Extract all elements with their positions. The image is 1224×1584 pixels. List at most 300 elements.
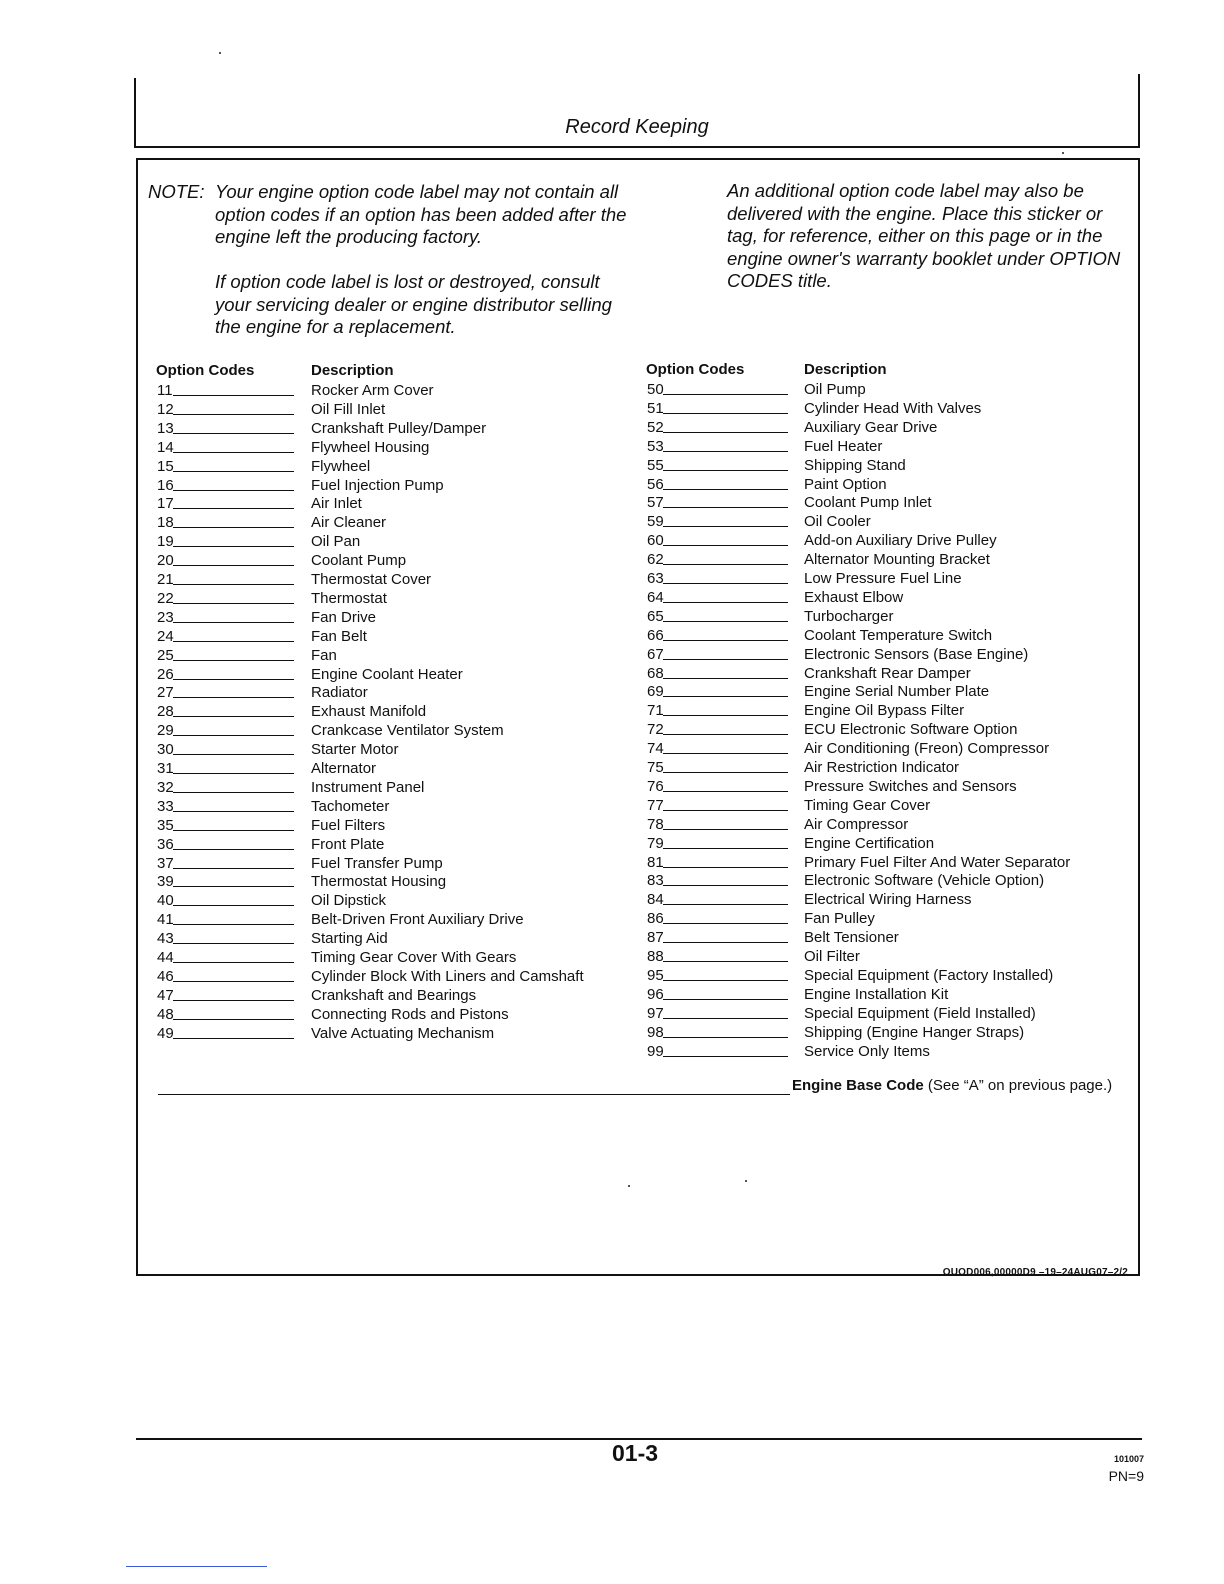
option-description: Fuel Transfer Pump xyxy=(311,854,443,872)
option-row xyxy=(157,759,627,778)
option-description: Special Equipment (Field Installed) xyxy=(804,1004,1036,1022)
option-description: Crankshaft Pulley/Damper xyxy=(311,419,487,437)
option-description: Coolant Pump Inlet xyxy=(804,494,932,512)
option-description: Coolant Temperature Switch xyxy=(804,626,993,644)
option-code: 30 xyxy=(157,741,174,759)
option-blank-line xyxy=(173,565,294,566)
option-code: 71 xyxy=(647,702,664,720)
option-blank-line xyxy=(173,735,294,736)
option-blank-line xyxy=(173,508,294,509)
option-blank-line xyxy=(663,640,788,641)
option-description: Paint Option xyxy=(804,475,887,493)
option-row xyxy=(157,683,627,702)
option-row xyxy=(647,739,1127,758)
option-code: 24 xyxy=(157,627,174,645)
option-row xyxy=(647,701,1127,720)
option-blank-line xyxy=(663,432,788,433)
option-code: 31 xyxy=(157,760,174,777)
header-rule xyxy=(134,146,1140,148)
option-description: Engine Serial Number Plate xyxy=(804,683,990,701)
option-description: Fan Drive xyxy=(311,608,377,626)
option-row xyxy=(157,608,627,627)
option-code: 83 xyxy=(647,872,664,890)
base-code-note: (See “A” on previous page.) xyxy=(927,1077,1113,1094)
option-row xyxy=(157,910,627,929)
option-blank-line xyxy=(663,545,788,546)
option-code: 13 xyxy=(157,419,174,437)
scan-speck xyxy=(745,1180,747,1182)
option-blank-line xyxy=(663,696,788,697)
option-code: 20 xyxy=(157,552,174,570)
option-row xyxy=(647,985,1127,1004)
left-option-list xyxy=(157,381,627,1061)
option-blank-line xyxy=(173,584,294,585)
option-blank-line xyxy=(173,527,294,528)
option-row xyxy=(157,419,627,438)
option-blank-line xyxy=(663,772,788,773)
right-description-header: Description xyxy=(804,361,887,378)
option-code: 78 xyxy=(647,815,664,833)
option-code: 95 xyxy=(647,966,664,984)
option-code: 21 xyxy=(157,571,174,588)
option-description: Fuel Filters xyxy=(311,816,386,834)
option-code: 15 xyxy=(157,457,174,475)
option-row xyxy=(647,418,1127,437)
option-code: 79 xyxy=(647,834,664,852)
option-description: Shipping (Engine Hanger Straps) xyxy=(804,1023,1025,1041)
option-blank-line xyxy=(173,1019,294,1020)
option-blank-line xyxy=(663,678,788,679)
option-blank-line xyxy=(663,942,788,943)
option-row xyxy=(647,475,1127,494)
option-description: Belt-Driven Front Auxiliary Drive xyxy=(311,911,524,929)
option-row xyxy=(647,966,1127,985)
option-code: 29 xyxy=(157,722,174,740)
option-blank-line xyxy=(173,546,294,547)
option-blank-line xyxy=(173,886,294,887)
option-row xyxy=(157,438,627,457)
option-blank-line xyxy=(663,602,788,603)
option-code: 18 xyxy=(157,514,174,532)
option-blank-line xyxy=(663,715,788,716)
option-blank-line xyxy=(663,621,788,622)
option-code: 25 xyxy=(157,646,174,664)
option-code: 63 xyxy=(647,570,664,587)
option-code: 41 xyxy=(157,911,174,929)
option-row xyxy=(157,967,627,986)
option-row xyxy=(647,796,1127,815)
option-code: 62 xyxy=(647,551,664,569)
option-description: Electronic Sensors (Base Engine) xyxy=(804,645,1029,663)
note-paragraph-3: An additional option code label may also be delivered with the engine. Place this sticker or tag, for reference, either on this page or in the engine owner's warranty booklet under OPTION CODES title. xyxy=(727,180,1121,291)
option-blank-line xyxy=(663,1018,788,1019)
option-row xyxy=(157,816,627,835)
option-description: Exhaust Manifold xyxy=(311,703,427,721)
option-code: 14 xyxy=(157,438,174,456)
option-blank-line xyxy=(173,641,294,642)
option-code: 43 xyxy=(157,930,174,948)
note-paragraph-2: If option code label is lost or destroyed, consult your servicing dealer or engine distributor selling the engine for a replacement. xyxy=(215,271,612,337)
scan-speck xyxy=(1062,152,1064,154)
left-codes-header: Option Codes xyxy=(156,362,255,379)
option-row xyxy=(647,834,1127,853)
option-row xyxy=(647,682,1127,701)
option-description: ECU Electronic Software Option xyxy=(804,721,1018,739)
option-code: 64 xyxy=(647,588,664,606)
option-blank-line xyxy=(173,830,294,831)
option-description: Oil Pump xyxy=(804,381,866,398)
option-description: Starting Aid xyxy=(311,930,388,948)
page-title: Record Keeping xyxy=(565,116,709,138)
option-blank-line xyxy=(173,679,294,680)
option-blank-line xyxy=(663,999,788,1000)
option-row xyxy=(647,588,1127,607)
option-blank-line xyxy=(173,905,294,906)
option-code: 52 xyxy=(647,418,664,436)
option-code: 23 xyxy=(157,608,174,626)
option-description: Engine Coolant Heater xyxy=(311,665,463,683)
option-description: Engine Oil Bypass Filter xyxy=(804,702,965,720)
option-blank-line xyxy=(663,489,788,490)
link-underline xyxy=(126,1566,267,1567)
option-row xyxy=(647,815,1127,834)
option-code: 84 xyxy=(647,891,664,909)
option-row xyxy=(647,380,1127,399)
option-blank-line xyxy=(173,773,294,774)
option-row xyxy=(157,665,627,684)
option-code: 35 xyxy=(157,816,174,834)
option-description: Cylinder Block With Liners and Camshaft xyxy=(311,967,584,985)
option-description: Electrical Wiring Harness xyxy=(804,891,972,909)
option-row xyxy=(157,1005,627,1024)
option-code: 26 xyxy=(157,665,174,683)
option-code: 81 xyxy=(647,853,664,871)
option-blank-line xyxy=(173,622,294,623)
option-description: Engine Installation Kit xyxy=(804,985,949,1003)
option-blank-line xyxy=(173,754,294,755)
option-row xyxy=(157,872,627,891)
option-row xyxy=(157,400,627,419)
option-blank-line xyxy=(173,811,294,812)
option-code: 33 xyxy=(157,797,174,815)
option-blank-line xyxy=(663,470,788,471)
option-blank-line xyxy=(663,885,788,886)
option-code: 96 xyxy=(647,985,664,1003)
option-row xyxy=(647,607,1127,626)
option-row xyxy=(157,646,627,665)
option-row xyxy=(647,493,1127,512)
option-row xyxy=(157,986,627,1005)
option-description: Flywheel xyxy=(311,457,371,475)
option-description: Instrument Panel xyxy=(311,778,425,796)
option-description: Service Only Items xyxy=(804,1042,930,1060)
option-code: 67 xyxy=(647,645,664,663)
option-blank-line xyxy=(173,716,294,717)
option-row xyxy=(157,627,627,646)
option-blank-line xyxy=(663,829,788,830)
option-row xyxy=(157,551,627,570)
option-blank-line xyxy=(663,904,788,905)
option-blank-line xyxy=(173,452,294,453)
option-row xyxy=(157,854,627,873)
option-code: 65 xyxy=(647,607,664,625)
option-blank-line xyxy=(173,792,294,793)
option-code: 76 xyxy=(647,777,664,795)
option-blank-line xyxy=(663,394,788,395)
option-blank-line xyxy=(663,848,788,849)
option-row xyxy=(157,740,627,759)
option-row xyxy=(647,664,1127,683)
option-description: Air Restriction Indicator xyxy=(804,759,960,776)
base-code-title: Engine Base Code xyxy=(792,1077,924,1094)
option-code: 17 xyxy=(157,495,174,513)
option-code: 46 xyxy=(157,967,174,985)
option-description: Front Plate xyxy=(311,835,385,853)
option-blank-line xyxy=(173,943,294,944)
option-description: Crankshaft Rear Damper xyxy=(804,664,971,682)
option-code: 40 xyxy=(157,892,174,910)
option-row xyxy=(647,512,1127,531)
option-code: 55 xyxy=(647,456,664,474)
option-description: Rocker Arm Cover xyxy=(311,382,434,399)
option-code: 47 xyxy=(157,986,174,1004)
option-description: Air Cleaner xyxy=(311,514,387,532)
option-blank-line xyxy=(663,923,788,924)
option-row xyxy=(157,721,627,740)
right-option-list xyxy=(647,380,1127,1080)
option-code: 53 xyxy=(647,437,664,455)
option-row xyxy=(647,758,1127,777)
option-code: 16 xyxy=(157,476,174,494)
option-blank-line xyxy=(173,1000,294,1001)
option-row xyxy=(157,797,627,816)
option-code: 12 xyxy=(157,400,174,418)
option-row xyxy=(157,948,627,967)
option-blank-line xyxy=(173,849,294,850)
option-blank-line xyxy=(173,868,294,869)
option-code: 32 xyxy=(157,778,174,796)
option-row xyxy=(647,890,1127,909)
option-code: 49 xyxy=(157,1024,174,1042)
option-description: Cylinder Head With Valves xyxy=(804,399,982,417)
option-blank-line xyxy=(663,961,788,962)
option-row xyxy=(157,891,627,910)
option-blank-line xyxy=(663,413,788,414)
option-description: Radiator xyxy=(311,684,368,702)
option-description: Fuel Injection Pump xyxy=(311,476,444,494)
option-row xyxy=(157,702,627,721)
option-row xyxy=(647,437,1127,456)
option-code: 22 xyxy=(157,589,174,607)
option-row xyxy=(647,456,1127,475)
option-row xyxy=(157,929,627,948)
option-row xyxy=(647,720,1127,739)
option-blank-line xyxy=(173,981,294,982)
option-code: 72 xyxy=(647,721,664,739)
note-label: NOTE: xyxy=(148,181,205,202)
option-blank-line xyxy=(663,1056,788,1057)
pn-label: PN=9 xyxy=(1108,1468,1144,1484)
option-blank-line xyxy=(663,1037,788,1038)
option-code: 36 xyxy=(157,835,174,853)
page-number: 01-3 xyxy=(612,1440,659,1466)
option-description: Fuel Heater xyxy=(804,437,883,455)
option-description: Oil Dipstick xyxy=(311,892,387,910)
option-row xyxy=(157,532,627,551)
document-reference: OUOD006,00000D9 –19–24AUG07–2/2 xyxy=(942,1267,1128,1278)
option-code: 39 xyxy=(157,873,174,891)
option-description: Valve Actuating Mechanism xyxy=(311,1024,495,1042)
option-code: 88 xyxy=(647,948,664,965)
option-blank-line xyxy=(173,395,294,396)
option-blank-line xyxy=(663,659,788,660)
base-code-blank xyxy=(158,1094,790,1095)
option-description: Pressure Switches and Sensors xyxy=(804,777,1017,795)
option-code: 86 xyxy=(647,910,664,928)
option-description: Thermostat xyxy=(311,589,387,607)
option-row xyxy=(647,928,1127,947)
option-description: Air Conditioning (Freon) Compressor xyxy=(804,740,1050,758)
option-blank-line xyxy=(663,753,788,754)
base-code-label xyxy=(792,1077,1112,1094)
option-code: 50 xyxy=(647,381,664,398)
option-blank-line xyxy=(663,867,788,868)
option-description: Tachometer xyxy=(311,797,390,815)
option-blank-line xyxy=(663,507,788,508)
option-blank-line xyxy=(173,471,294,472)
option-description: Air Inlet xyxy=(311,495,362,513)
option-row xyxy=(157,1024,627,1043)
option-row xyxy=(157,476,627,495)
option-row xyxy=(157,513,627,532)
option-description: Fan xyxy=(311,646,337,664)
option-blank-line xyxy=(173,490,294,491)
option-row xyxy=(647,853,1127,872)
option-code: 75 xyxy=(647,759,664,776)
option-code: 66 xyxy=(647,626,664,644)
option-code: 56 xyxy=(647,475,664,493)
option-blank-line xyxy=(663,564,788,565)
option-code: 99 xyxy=(647,1042,664,1060)
option-row xyxy=(157,494,627,513)
option-code: 98 xyxy=(647,1023,664,1041)
option-row xyxy=(647,1023,1127,1042)
option-description: Turbocharger xyxy=(804,607,894,625)
option-code: 69 xyxy=(647,683,664,701)
option-row xyxy=(647,1042,1127,1061)
option-blank-line xyxy=(663,980,788,981)
scan-speck xyxy=(219,52,221,54)
option-row xyxy=(647,947,1127,966)
option-description: Special Equipment (Factory Installed) xyxy=(804,966,1054,984)
option-code: 57 xyxy=(647,494,664,512)
option-blank-line xyxy=(663,734,788,735)
option-description: Timing Gear Cover With Gears xyxy=(311,949,517,966)
option-description: Thermostat Cover xyxy=(311,571,432,588)
option-row xyxy=(647,645,1127,664)
option-blank-line xyxy=(173,660,294,661)
option-row xyxy=(157,381,627,400)
option-description: Thermostat Housing xyxy=(311,873,447,891)
option-description: Alternator xyxy=(311,760,377,777)
option-description: Oil Pan xyxy=(311,533,361,551)
option-code: 68 xyxy=(647,664,664,682)
option-blank-line xyxy=(173,1038,294,1039)
option-blank-line xyxy=(173,414,294,415)
option-row xyxy=(157,835,627,854)
option-code: 48 xyxy=(157,1005,174,1023)
option-blank-line xyxy=(173,433,294,434)
option-description: Crankshaft and Bearings xyxy=(311,986,477,1004)
option-row xyxy=(647,531,1127,550)
option-description: Timing Gear Cover xyxy=(804,796,931,814)
option-description: Connecting Rods and Pistons xyxy=(311,1005,509,1023)
option-description: Auxiliary Gear Drive xyxy=(804,418,938,436)
option-blank-line xyxy=(663,810,788,811)
option-description: Add-on Auxiliary Drive Pulley xyxy=(804,532,997,550)
option-code: 60 xyxy=(647,532,664,550)
option-code: 77 xyxy=(647,796,664,814)
option-row xyxy=(647,626,1127,645)
option-description: Air Compressor xyxy=(804,815,909,833)
option-code: 19 xyxy=(157,533,174,551)
option-row xyxy=(157,778,627,797)
option-description: Oil Filter xyxy=(804,948,860,965)
option-row xyxy=(647,399,1127,418)
option-code: 37 xyxy=(157,854,174,872)
option-description: Low Pressure Fuel Line xyxy=(804,570,962,587)
option-row xyxy=(157,589,627,608)
option-blank-line xyxy=(173,697,294,698)
option-code: 87 xyxy=(647,929,664,947)
option-code: 28 xyxy=(157,703,174,721)
option-blank-line xyxy=(663,791,788,792)
option-description: Engine Certification xyxy=(804,834,935,852)
option-description: Electronic Software (Vehicle Option) xyxy=(804,872,1045,890)
option-description: Coolant Pump xyxy=(311,552,407,570)
option-blank-line xyxy=(173,603,294,604)
left-description-header: Description xyxy=(311,362,394,379)
option-code: 74 xyxy=(647,740,664,758)
option-description: Fan Belt xyxy=(311,627,367,645)
option-code: 27 xyxy=(157,684,174,702)
option-row xyxy=(157,570,627,589)
date-code: 101007 xyxy=(1113,1454,1144,1464)
option-row xyxy=(647,1004,1127,1023)
option-row xyxy=(647,569,1127,588)
option-description: Oil Fill Inlet xyxy=(311,400,386,418)
option-blank-line xyxy=(663,526,788,527)
option-code: 44 xyxy=(157,949,174,966)
scan-speck xyxy=(628,1185,630,1187)
option-blank-line xyxy=(173,962,294,963)
option-blank-line xyxy=(663,451,788,452)
option-row xyxy=(647,550,1127,569)
option-description: Starter Motor xyxy=(311,741,399,759)
option-description: Fan Pulley xyxy=(804,910,875,928)
option-code: 59 xyxy=(647,513,664,531)
option-row xyxy=(647,777,1127,796)
option-code: 51 xyxy=(647,399,664,417)
option-code: 11 xyxy=(157,382,173,399)
option-description: Alternator Mounting Bracket xyxy=(804,551,990,569)
option-code: 97 xyxy=(647,1004,664,1022)
option-blank-line xyxy=(663,583,788,584)
right-codes-header: Option Codes xyxy=(646,361,745,378)
option-blank-line xyxy=(173,924,294,925)
option-description: Belt Tensioner xyxy=(804,929,899,947)
option-description: Primary Fuel Filter And Water Separator xyxy=(804,853,1071,871)
